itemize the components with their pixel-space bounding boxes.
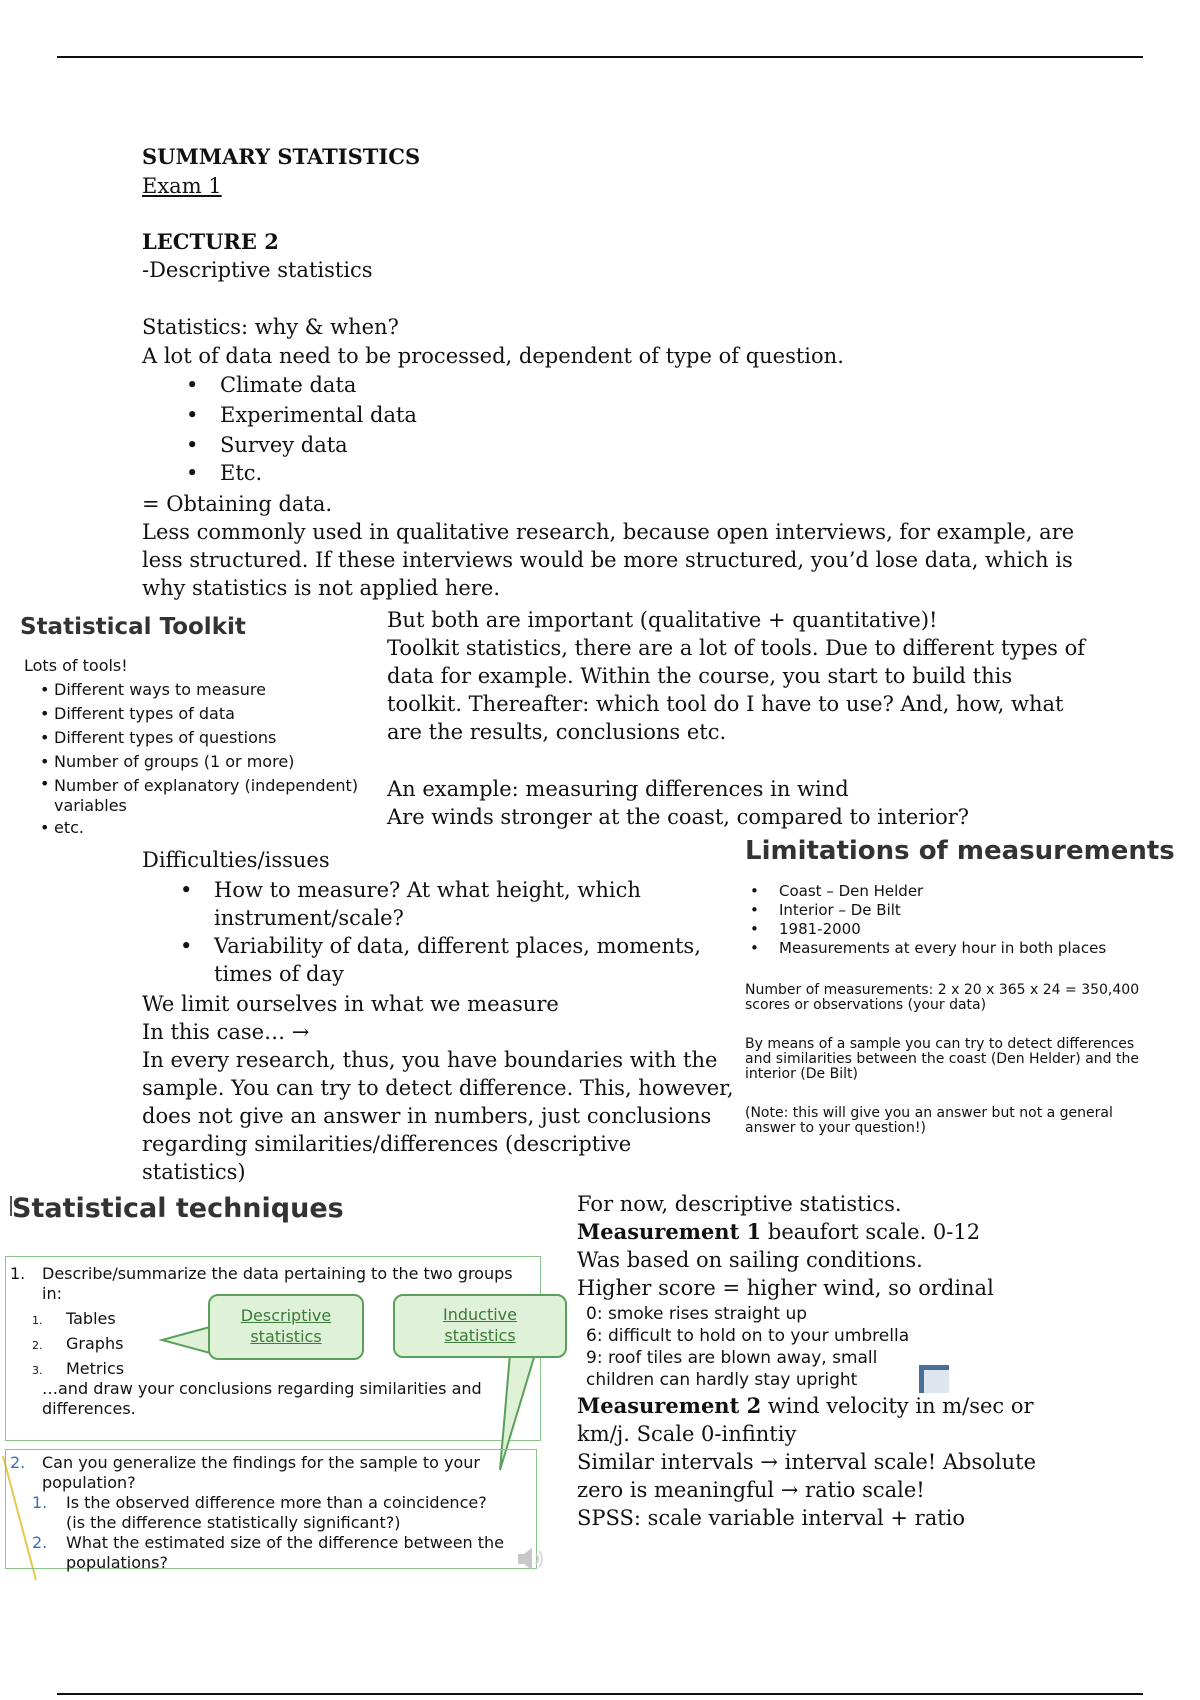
- list-item: populations?: [66, 1553, 168, 1572]
- list-item: 2. What the estimated size of the difference between the: [32, 1533, 505, 1552]
- measurement-1: Measurement 1 beaufort scale. 0-12: [577, 1219, 981, 1244]
- beaufort-list: [586, 1303, 909, 1391]
- lecture-topic: -Descriptive statistics: [142, 258, 373, 282]
- list-item: • Interior – De Bilt: [750, 901, 901, 919]
- list-item: • Different types of questions: [40, 728, 277, 747]
- list-item: (is the difference statistically significant?): [66, 1513, 401, 1532]
- list-item: • Different ways to measure: [40, 680, 266, 699]
- list-item: • Experimental data: [186, 403, 417, 427]
- document-subtitle: Exam 1: [142, 174, 222, 198]
- intro-question: Statistics: why & when?: [142, 315, 399, 339]
- descriptive-statistics-callout: Descriptive statistics: [208, 1294, 364, 1360]
- limitations-note-text: (Note: this will give you an answer but not a general answer to your question!): [745, 1105, 1113, 1136]
- list-item: 0: smoke rises straight up: [586, 1304, 808, 1324]
- intro-text: A lot of data need to be processed, dependent of type of question.: [142, 344, 844, 368]
- lecture-heading: LECTURE 2: [142, 229, 279, 254]
- limitations-count-text: Number of measurements: 2 x 20 x 365 x 24 = 350,400 scores or observations (your data): [745, 982, 1140, 1013]
- list-item: 1. Tables: [32, 1309, 116, 1328]
- data-type-list: [186, 371, 417, 487]
- measurement-2: Measurement 2 wind velocity in m/sec or: [577, 1393, 1034, 1418]
- list-item: • 1981-2000: [750, 920, 861, 938]
- techniques-q1-tail: …and draw your conclusions regarding similarities and differences.: [42, 1379, 482, 1418]
- measurement-2-detail: km/j. Scale 0-infintiy Similar intervals → interval scale! Absolute zero is meaningful → ratio scale! SPSS: scale variable interval + ratio: [577, 1422, 1037, 1530]
- techniques-q1: 1. Describe/summarize the data pertaining to the two groups in:: [10, 1264, 513, 1303]
- measurement-intro: For now, descriptive statistics.: [577, 1192, 902, 1216]
- difficulties-heading: Difficulties/issues: [142, 848, 330, 872]
- list-item: • How to measure? At what height, which instrument/scale?: [180, 878, 641, 930]
- list-item: • Number of groups (1 or more): [40, 752, 295, 771]
- toolkit-list: [26, 678, 386, 840]
- image-thumbnail-icon: [918, 1364, 950, 1394]
- qualitative-paragraph: Less commonly used in qualitative research, because open interviews, for example, are less structured. If these interviews would be more structured, you’d lose data, which is why statistics is not applied here.: [142, 520, 1075, 600]
- list-item: 6: difficult to hold on to your umbrella: [586, 1326, 910, 1346]
- limitations-slide-title: Limitations of measurements: [745, 836, 1175, 866]
- list-item: • Etc.: [186, 461, 263, 485]
- list-item: children can hardly stay upright: [586, 1370, 858, 1390]
- techniques-slide-title: Statistical techniques: [12, 1193, 344, 1224]
- limitations-list: [745, 882, 1106, 958]
- document-title: SUMMARY STATISTICS: [142, 144, 421, 169]
- boundaries-paragraph: We limit ourselves in what we measure In this case… → In every research, thus, you have boundaries with the sample. You can try to detect difference. This, however, does not give an answer in numbers, just conclusions regarding similarities/differences (descriptive statistics): [142, 992, 734, 1184]
- obtaining-data: = Obtaining data.: [142, 492, 333, 516]
- example-paragraph: An example: measuring differences in wind Are winds stronger at the coast, compared to interior?: [387, 777, 970, 829]
- top-rule: [57, 56, 1143, 58]
- toolkit-paragraph: But both are important (qualitative + quantitative)! Toolkit statistics, there are a lot of tools. Due to different types of data for example. Within the course, you start to build this toolkit. Thereafter: which tool do I have to use? And, how, what are the results, conclusions etc.: [387, 608, 1086, 744]
- list-item: • Climate data: [186, 373, 357, 397]
- toolkit-slide-title: Statistical Toolkit: [20, 614, 246, 640]
- list-item: • Different types of data: [40, 704, 235, 723]
- measurement-1-detail: Was based on sailing conditions. Higher score = higher wind, so ordinal: [577, 1248, 994, 1300]
- list-item: • Measurements at every hour in both places: [750, 939, 1107, 957]
- limitations-sample-text: By means of a sample you can try to detect differences and similarities between the coast (Den Helder) and the interior (De Bilt): [745, 1036, 1139, 1082]
- descriptive-pointer: [162, 1327, 210, 1353]
- techniques-q2-items: [32, 1493, 504, 1573]
- list-item: 1. Is the observed difference more than a coincidence?: [32, 1493, 487, 1512]
- list-item: • Variability of data, different places, moments, times of day: [180, 934, 701, 986]
- list-item: 9: roof tiles are blown away, small: [586, 1348, 878, 1368]
- list-item: • Survey data: [186, 433, 348, 457]
- list-item: • Coast – Den Helder: [750, 882, 924, 900]
- list-item: 2. Graphs: [32, 1334, 124, 1353]
- toolkit-lead: Lots of tools!: [24, 656, 128, 675]
- speaker-icon: [516, 1545, 548, 1573]
- inductive-statistics-callout: Inductive statistics: [393, 1294, 567, 1358]
- bottom-rule: [57, 1693, 1143, 1695]
- list-item: 3. Metrics: [32, 1359, 125, 1378]
- list-item: • etc.: [40, 818, 84, 837]
- difficulties-list: [180, 876, 701, 988]
- techniques-q2: 2. Can you generalize the findings for the sample to your population?: [10, 1453, 480, 1492]
- list-item: • Number of explanatory (independent) variables: [40, 774, 359, 815]
